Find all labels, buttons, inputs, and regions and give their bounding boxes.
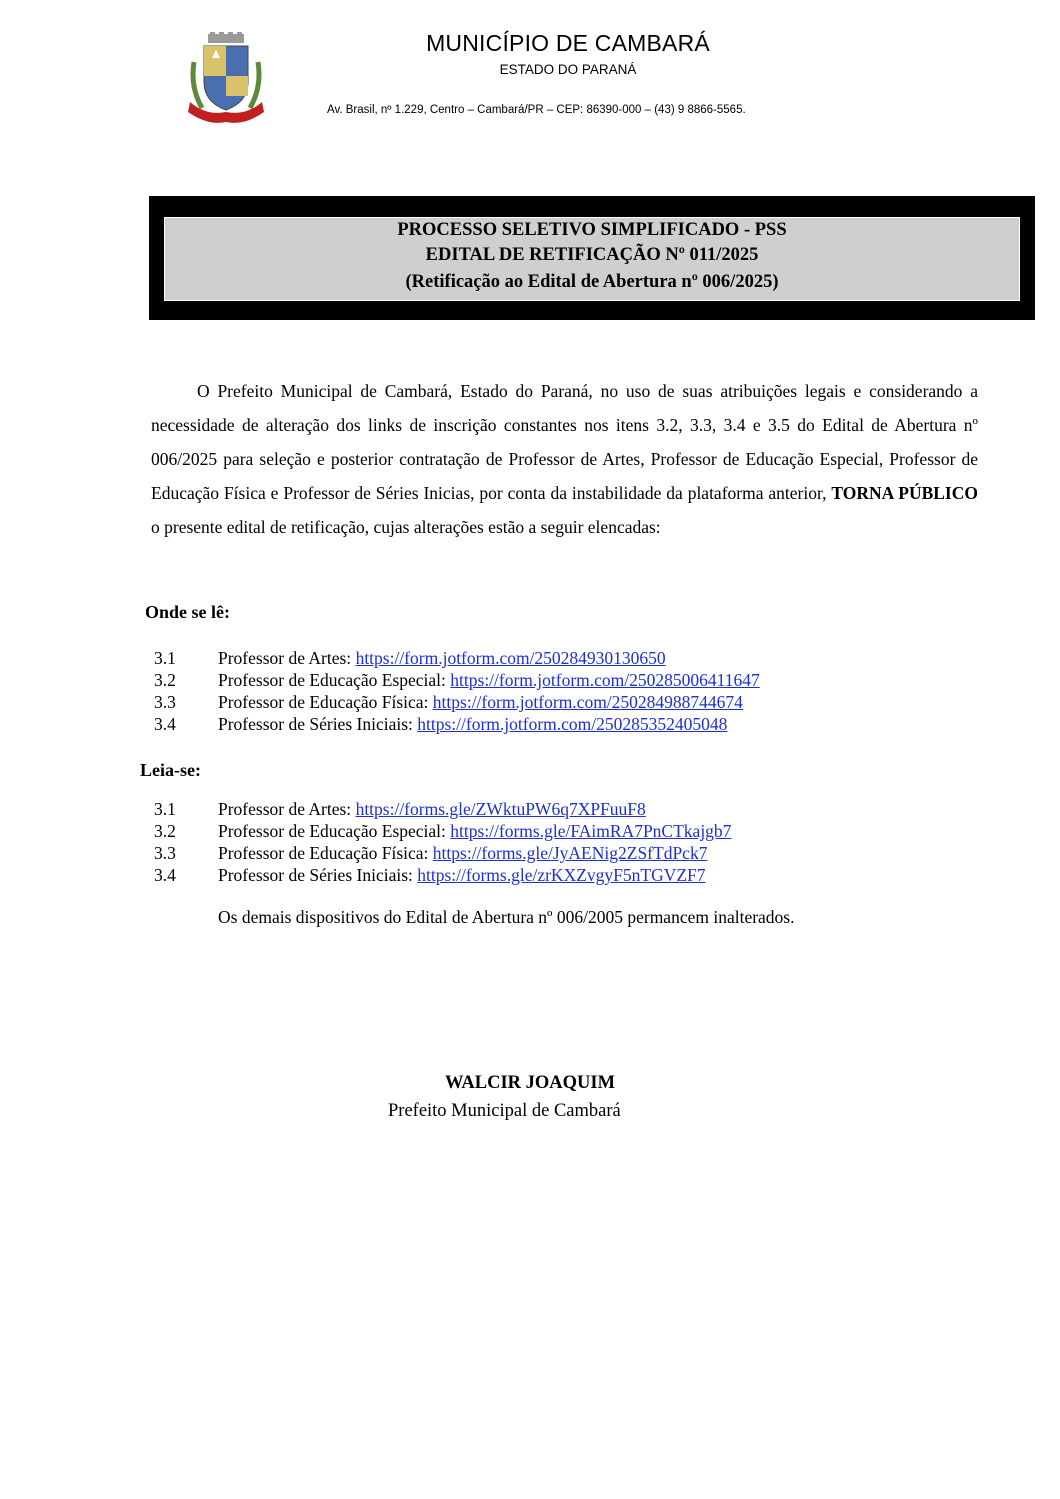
intro-after: o presente edital de retificação, cujas alterações estão a seguir elencadas: xyxy=(151,517,661,537)
list-item xyxy=(154,821,731,842)
title-box xyxy=(164,217,1020,301)
registration-link[interactable]: https://form.jotform.com/250284930130650 xyxy=(355,648,666,668)
list-item xyxy=(154,692,743,713)
item-text: Professor de Séries Iniciais: xyxy=(218,865,418,885)
registration-link[interactable]: https://forms.gle/FAimRA7PnCTkajgb7 xyxy=(450,821,732,841)
list-item xyxy=(154,799,646,820)
signatory-role: Prefeito Municipal de Cambará xyxy=(388,1101,621,1121)
address-line: Av. Brasil, nº 1.229, Centro – Cambará/PR – CEP: 86390-000 – (43) 9 8866-5565. xyxy=(327,104,746,116)
closing-statement: Os demais dispositivos do Edital de Abertura nº 006/2005 permancem inalterados. xyxy=(218,907,795,927)
registration-link[interactable]: https://form.jotform.com/250284988744674 xyxy=(432,692,743,712)
item-number: 3.2 xyxy=(154,821,176,841)
item-text: Professor de Educação Física: xyxy=(218,843,433,863)
state-subtitle: ESTADO DO PARANÁ xyxy=(499,62,637,77)
signatory-name: WALCIR JOAQUIM xyxy=(444,1073,616,1093)
list-item xyxy=(154,648,666,669)
item-number: 3.1 xyxy=(154,799,176,819)
item-number: 3.3 xyxy=(154,692,176,712)
municipality-title: MUNICÍPIO DE CAMBARÁ xyxy=(426,30,710,56)
item-number: 3.3 xyxy=(154,843,176,863)
list-item xyxy=(154,714,727,735)
title-line-2: EDITAL DE RETIFICAÇÃO Nº 011/2025 xyxy=(425,245,759,265)
registration-link[interactable]: https://form.jotform.com/250285006411647 xyxy=(450,670,760,690)
item-number: 3.2 xyxy=(154,670,176,690)
item-text: Professor de Educação Especial: xyxy=(218,670,451,690)
item-text: Professor de Artes: xyxy=(218,799,356,819)
list-item xyxy=(154,865,706,886)
leia-se-label: Leia-se: xyxy=(140,760,201,780)
item-number: 3.1 xyxy=(154,648,176,668)
item-text: Professor de Séries Iniciais: xyxy=(218,714,418,734)
item-number: 3.4 xyxy=(154,714,176,734)
item-text: Professor de Educação Especial: xyxy=(218,821,451,841)
intro-text xyxy=(151,374,978,544)
intro-bold: TORNA PÚBLICO xyxy=(831,483,978,503)
registration-link[interactable]: https://form.jotform.com/250285352405048 xyxy=(417,714,728,734)
item-text: Professor de Educação Física: xyxy=(218,692,433,712)
item-number: 3.4 xyxy=(154,865,176,885)
intro-before: O Prefeito Municipal de Cambará, Estado do Paraná, no uso de suas atribuições legais e considerando a necessidade de alteração dos links de inscrição constantes nos itens 3.2, 3.3, 3.4 e 3.5 do Edital de Abertura nº 006/2025 para seleção e posterior contratação de Professor de Artes, Professor de Educação Especial, Professor de Educação Física e Professor de Séries Inicias, por conta da instabilidade da plataforma anterior, xyxy=(151,381,978,503)
title-line-1: PROCESSO SELETIVO SIMPLIFICADO - PSS xyxy=(397,220,787,240)
list-item xyxy=(154,843,707,864)
title-line-3: (Retificação ao Edital de Abertura nº 006/2025) xyxy=(405,272,779,292)
registration-link[interactable]: https://forms.gle/zrKXZvgyF5nTGVZF7 xyxy=(417,865,706,885)
registration-link[interactable]: https://forms.gle/JyAENig2ZSfTdPck7 xyxy=(432,843,708,863)
item-text: Professor de Artes: xyxy=(218,648,356,668)
onde-se-le-label: Onde se lê: xyxy=(145,602,230,622)
registration-link[interactable]: https://forms.gle/ZWktuPW6q7XPFuuF8 xyxy=(355,799,646,819)
list-item xyxy=(154,670,760,691)
intro-paragraph xyxy=(151,374,978,544)
